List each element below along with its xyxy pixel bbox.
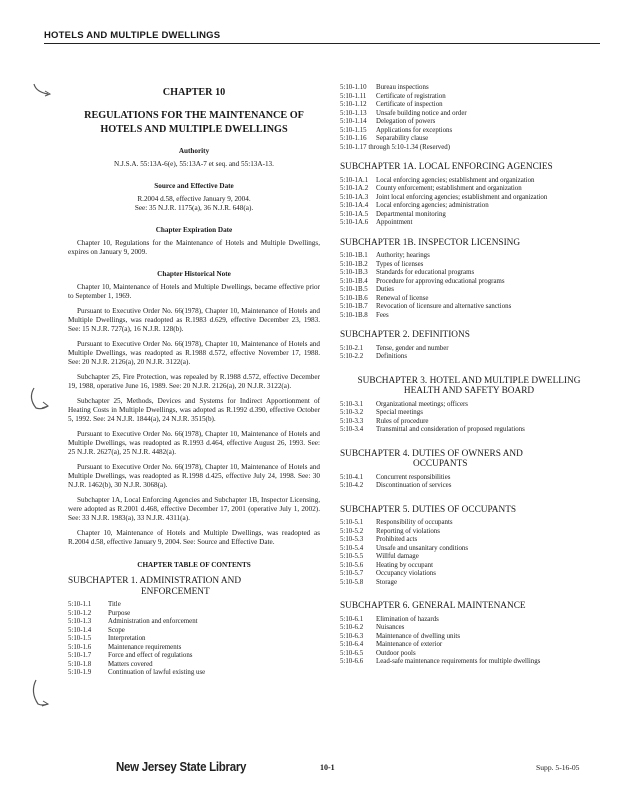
section-title: Outdoor pools [376, 649, 416, 657]
section-number: 5:10-1.5 [68, 635, 92, 642]
section-title: Procedure for approving educational programs [376, 277, 505, 285]
section-title: Discontinuation of services [376, 482, 452, 489]
section-number: 5:10-3.1 [340, 400, 364, 408]
toc-item[interactable] [340, 579, 598, 588]
section-number: 5:10-1A.2 [340, 185, 369, 192]
subchapter-4-line2: OCCUPANTS [413, 459, 468, 469]
section-title: Renewal of license [376, 294, 429, 302]
section-title: Maintenance requirements [108, 643, 182, 651]
section-number: 5:10-1.14 [340, 118, 367, 125]
header-rule [44, 43, 600, 44]
section-number: 5:10-6.2 [340, 624, 364, 631]
section-number: 5:10-5.1 [340, 519, 364, 526]
toc-item[interactable] [68, 610, 320, 619]
scan-mark-mid [26, 384, 52, 414]
section-number: 5:10-1.12 [340, 101, 367, 108]
section-number: 5:10-1.2 [68, 609, 92, 617]
section-number: 5:10-1B.8 [340, 311, 368, 319]
section-number: 5:10-6.3 [340, 632, 364, 640]
section-number: 5:10-6.1 [340, 615, 364, 623]
section-title: Nuisances [376, 624, 405, 631]
toc-item[interactable] [340, 633, 598, 642]
section-title: Separability clause [376, 135, 429, 142]
scan-mark-top [30, 78, 54, 102]
toc-item[interactable] [340, 562, 598, 571]
toc-item[interactable] [340, 536, 598, 545]
chapter-subtitle-line2: HOTELS AND MULTIPLE DWELLINGS [100, 123, 288, 135]
toc-item[interactable] [340, 101, 598, 110]
subchapter-3-line1: SUBCHAPTER 3. HOTEL AND MULTIPLE DWELLING [357, 375, 581, 386]
section-title: Bureau inspections [376, 84, 429, 91]
section-number: 5:10-2.2 [340, 353, 364, 360]
toc-item[interactable] [340, 110, 598, 119]
section-number: 5:10-1A.6 [340, 219, 369, 226]
toc-item[interactable] [340, 641, 598, 650]
subchapter-3-heading [340, 376, 598, 397]
section-title: County enforcement; establishment and organization [376, 185, 522, 192]
subchapter-1b-list [340, 252, 598, 320]
subchapter-6-heading: SUBCHAPTER 6. GENERAL MAINTENANCE [340, 601, 526, 611]
toc-item[interactable] [340, 570, 598, 579]
section-number: 5:10-3.2 [340, 409, 364, 416]
section-number: 5:10-1.3 [68, 618, 92, 625]
section-number: 5:10-4.1 [340, 473, 364, 481]
section-title: Concurrent responsibilities [376, 473, 451, 481]
toc-item[interactable] [68, 618, 320, 627]
authority-heading: Authority [178, 147, 210, 155]
toc-item[interactable] [340, 345, 598, 354]
section-title: Force and effect of regulations [108, 652, 193, 659]
section-title: Duties [376, 286, 394, 293]
toc-item[interactable] [340, 401, 598, 410]
toc-item[interactable] [340, 409, 598, 418]
supplement-date: Supp. 5-16-05 [536, 763, 580, 772]
section-title: Organizational meetings; officers [376, 400, 468, 408]
toc-item[interactable] [340, 658, 598, 667]
toc-item[interactable] [340, 482, 598, 491]
section-title: Purpose [108, 609, 131, 617]
section-title: Unsafe building notice and order [376, 109, 467, 117]
chapter-title: CHAPTER 10 [162, 87, 226, 98]
history-paragraph: Chapter 10, Maintenance of Hotels and Multiple Dwellings, became effective prior to September 1, 1969. [68, 283, 320, 300]
section-title: Title [108, 601, 121, 608]
toc-item[interactable] [340, 286, 598, 295]
toc-item[interactable] [340, 528, 598, 537]
subchapter-1-list-continued [340, 84, 598, 152]
section-number: 5:10-6.5 [340, 649, 364, 657]
section-number: 5:10-1B.5 [340, 286, 368, 293]
history-heading: Chapter Historical Note [157, 270, 231, 278]
section-title: Occupancy violations [376, 570, 436, 577]
history-paragraph: Pursuant to Executive Order No. 66(1978), Chapter 10, Maintenance of Hotels and Multiple Dwellings, was readopted as R.1998 d.425, effective July 24, 1998. See: 30 N.J.R. 1462(b), 30 N.J.R. 3068(a). [68, 463, 320, 489]
section-title: Certificate of inspection [376, 101, 443, 108]
source-line1: R.2004 d.58, effective January 9, 2004. [137, 195, 251, 203]
section-number: 5:10-1B.2 [340, 260, 368, 268]
toc-item[interactable] [340, 519, 598, 528]
toc-item[interactable] [340, 312, 598, 321]
section-number: 5:10-2.1 [340, 344, 364, 352]
section-title: Joint local enforcing agencies; establishment and organization [376, 193, 548, 201]
authority-text: N.J.S.A. 55:13A-6(e), 55:13A-7 et seq. and 55:13A-13. [114, 160, 274, 168]
section-number: 5:10-4.2 [340, 482, 364, 489]
toc-item[interactable] [340, 252, 598, 261]
history-paragraph: Subchapter 25, Methods, Devices and Systems for Indirect Apportionment of Heating Costs in Multiple Dwellings, was adopted as R.1992 d.390, effective October 5, 1992. See: 24 N.J.R. 1844(a), 24 N.J.R. 3515(b). [68, 397, 320, 423]
history-paragraph: Subchapter 1A, Local Enforcing Agencies and Subchapter 1B, Inspector Licensing, were adopted as R.2001 d.468, effective December 17, 2001 (operative July 1, 2002). See: 33 N.J.R. 1983(a), 33 N.J.R. 4311(a). [68, 496, 320, 522]
section-number: 5:10-1A.3 [340, 193, 369, 201]
toc-item[interactable] [340, 135, 598, 144]
subchapter-1a-list [340, 177, 598, 228]
toc-item[interactable] [340, 426, 598, 435]
toc-item[interactable] [340, 650, 598, 659]
section-number: 5:10-5.3 [340, 536, 364, 543]
toc-item[interactable] [340, 194, 598, 203]
section-title: Appointment [376, 219, 413, 226]
section-title: Responsibility of occupants [376, 519, 453, 526]
chapter-subtitle [68, 109, 320, 136]
subchapter-1-line1: SUBCHAPTER 1. ADMINISTRATION AND [68, 576, 242, 586]
section-number: 5:10-1.15 [340, 126, 367, 134]
toc-item[interactable] [340, 553, 598, 562]
section-title: Fees [376, 311, 389, 319]
running-head: HOTELS AND MULTIPLE DWELLINGS [44, 30, 221, 41]
subchapter-1-line2: ENFORCEMENT [141, 586, 210, 597]
expiration-heading: Chapter Expiration Date [155, 226, 233, 234]
section-title: Applications for exceptions [376, 126, 453, 134]
chapter-subtitle-line1: REGULATIONS FOR THE MAINTENANCE OF [84, 110, 304, 121]
toc-item[interactable] [340, 261, 598, 270]
toc-item[interactable] [340, 353, 598, 362]
section-title: Elimination of hazards [376, 615, 439, 623]
section-title: Storage [376, 578, 398, 586]
section-number: 5:10-6.6 [340, 658, 364, 665]
toc-item[interactable] [340, 93, 598, 102]
section-title: Transmittal and consideration of proposed regulations [376, 426, 525, 433]
history-paragraph: Pursuant to Executive Order No. 66(1978), Chapter 10, Maintenance of Hotels and Multiple Dwellings, was readopted as R.1983 d.629, effective December 23, 1983. See: 15 N.J.R. 727(a), 16 N.J.R. 128(b). [68, 307, 320, 333]
toc-heading: CHAPTER TABLE OF CONTENTS [137, 561, 251, 569]
toc-item[interactable] [340, 185, 598, 194]
section-number: 5:10-1B.6 [340, 294, 368, 302]
toc-item[interactable] [340, 211, 598, 220]
toc-item[interactable] [68, 601, 320, 610]
section-number: 5:10-5.6 [340, 561, 364, 569]
toc-item[interactable] [68, 669, 320, 678]
section-title: Matters covered [108, 660, 153, 668]
section-title: Heating by occupant [376, 561, 434, 569]
subchapter-3-line2: HEALTH AND SAFETY BOARD [403, 386, 535, 396]
subchapter-5-heading: SUBCHAPTER 5. DUTIES OF OCCUPANTS [340, 504, 517, 515]
section-title: Continuation of lawful existing use [108, 669, 206, 676]
section-number: 5:10-1B.4 [340, 277, 368, 285]
subchapter-2-list [340, 345, 598, 362]
section-number: 5:10-1.11 [340, 92, 367, 100]
scan-mark-bottom [26, 676, 52, 710]
section-title: Types of licenses [376, 260, 424, 268]
toc-item[interactable] [340, 545, 598, 554]
section-number: 5:10-1B.7 [340, 303, 368, 310]
toc-item[interactable] [340, 219, 598, 228]
section-title: Prohibited acts [376, 536, 418, 543]
section-title: Delegation of powers [376, 118, 436, 125]
section-number: 5:10-1.9 [68, 669, 92, 676]
history-paragraph: Chapter 10, Maintenance of Hotels and Multiple Dwellings, was readopted as R.2004 d.58, effective January 9, 2004. See: Source and Effective Date. [68, 529, 320, 546]
section-number: 5:10-1A.1 [340, 176, 369, 184]
section-title: Tense, gender and number [376, 344, 449, 352]
toc-item[interactable] [340, 118, 598, 127]
section-title: Unsafe and unsanitary conditions [376, 544, 469, 552]
toc-item[interactable] [340, 84, 598, 93]
section-title: Administration and enforcement [108, 618, 198, 625]
section-number: 5:10-1.16 [340, 135, 367, 142]
section-number: 5:10-1B.1 [340, 252, 368, 259]
right-column [340, 84, 598, 667]
section-title: Lead-safe maintenance requirements for multiple dwellings [376, 658, 541, 665]
subchapter-4-list [340, 474, 598, 491]
toc-item-reserved[interactable] [340, 144, 598, 153]
toc-item[interactable] [340, 624, 598, 633]
toc-item[interactable] [68, 635, 320, 644]
subchapter-1a-heading: SUBCHAPTER 1A. LOCAL ENFORCING AGENCIES [340, 162, 553, 172]
section-title: Special meetings [376, 409, 423, 416]
section-number: 5:10-1.1 [68, 601, 92, 608]
toc-item[interactable] [340, 303, 598, 312]
section-number: 5:10-3.4 [340, 426, 364, 433]
subchapter-1b-heading: SUBCHAPTER 1B. INSPECTOR LICENSING [340, 237, 521, 248]
toc-item[interactable] [340, 177, 598, 186]
toc-item[interactable] [340, 295, 598, 304]
history-paragraph: Subchapter 25, Fire Protection, was repealed by R.1988 d.572, effective December 19, 1988, operative June 16, 1989. See: 20 N.J.R. 2126(a), 20 N.J.R. 3122(a). [68, 373, 320, 390]
toc-item[interactable] [340, 474, 598, 483]
toc-item[interactable] [340, 202, 598, 211]
source-text [68, 195, 320, 213]
toc-item[interactable] [68, 627, 320, 636]
section-number: 5:10-1A.5 [340, 210, 369, 218]
section-number: 5:10-5.4 [340, 544, 364, 552]
left-column [68, 86, 320, 678]
subchapter-3-list [340, 401, 598, 435]
section-title: Revocation of licensure and alternative sanctions [376, 303, 512, 310]
section-title: Scope [108, 626, 125, 634]
source-heading: Source and Effective Date [154, 182, 234, 190]
toc-item[interactable] [68, 661, 320, 670]
section-number: 5:10-1.8 [68, 660, 92, 668]
section-number: 5:10-5.7 [340, 570, 364, 577]
section-title: Maintenance of dwelling units [376, 632, 461, 640]
toc-item[interactable] [340, 616, 598, 625]
toc-item[interactable] [68, 652, 320, 661]
section-title: Certificate of registration [376, 92, 446, 100]
section-title: Local enforcing agencies; establishment and organization [376, 176, 535, 184]
subchapter-4-heading [340, 449, 598, 470]
section-title: Local enforcing agencies; administration [376, 202, 489, 209]
subchapter-5-list [340, 519, 598, 587]
section-title: Reporting of violations [376, 527, 440, 535]
section-title: Rules of procedure [376, 417, 429, 425]
section-number: 5:10-1.6 [68, 643, 92, 651]
source-line2: See: 35 N.J.R. 1175(a), 36 N.J.R. 648(a). [134, 204, 254, 212]
section-number: 5:10-1.4 [68, 626, 92, 634]
section-number: 5:10-6.4 [340, 641, 364, 648]
library-watermark: New Jersey State Library [116, 760, 247, 774]
section-number: 5:10-1.10 [340, 84, 367, 91]
toc-item[interactable] [68, 644, 320, 653]
history-paragraph: Pursuant to Executive Order No. 66(1978), Chapter 10, Maintenance of Hotels and Multiple Dwellings, was readopted as R.1993 d.464, effective August 26, 1993. See: 25 N.J.R. 2627(a), 25 N.J.R. 4482(a). [68, 430, 320, 456]
subchapter-4-line1: SUBCHAPTER 4. DUTIES OF OWNERS AND [340, 448, 523, 459]
toc-item[interactable] [340, 269, 598, 278]
section-title: Definitions [376, 353, 408, 360]
subchapter-1-list [68, 601, 320, 678]
toc-item[interactable] [340, 418, 598, 427]
section-number: 5:10-1B.3 [340, 269, 368, 276]
section-title: Standards for educational programs [376, 269, 475, 276]
toc-item[interactable] [340, 278, 598, 287]
section-number: 5:10-5.2 [340, 527, 364, 535]
subchapter-1-heading [68, 576, 320, 597]
section-title: Willful damage [376, 553, 419, 560]
expiration-text: Chapter 10, Regulations for the Maintenance of Hotels and Multiple Dwellings, expires on January 9, 2009. [68, 239, 320, 256]
section-title: 5:10-1.17 through 5:10-1.34 (Reserved) [340, 143, 451, 151]
history-paragraph: Pursuant to Executive Order No. 66(1978), Chapter 10, Maintenance of Hotels and Multiple Dwellings, was readopted as R.1988 d.572, effective November 17, 1988. See: 20 N.J.R. 2126(a), 20 N.J.R. 3122(a). [68, 340, 320, 366]
section-number: 5:10-3.3 [340, 417, 364, 425]
section-title: Departmental monitoring [376, 210, 446, 218]
subchapter-2-heading: SUBCHAPTER 2. DEFINITIONS [340, 330, 470, 340]
section-title: Maintenance of exterior [376, 641, 443, 648]
section-number: 5:10-5.8 [340, 578, 364, 586]
section-number: 5:10-5.5 [340, 553, 364, 560]
section-number: 5:10-1A.4 [340, 202, 369, 209]
subchapter-6-list [340, 616, 598, 667]
section-title: Interpretation [108, 635, 146, 642]
section-number: 5:10-1.13 [340, 109, 367, 117]
section-number: 5:10-1.7 [68, 652, 92, 659]
section-title: Authority; hearings [376, 252, 430, 259]
toc-item[interactable] [340, 127, 598, 136]
page-number: 10-1 [320, 763, 335, 772]
